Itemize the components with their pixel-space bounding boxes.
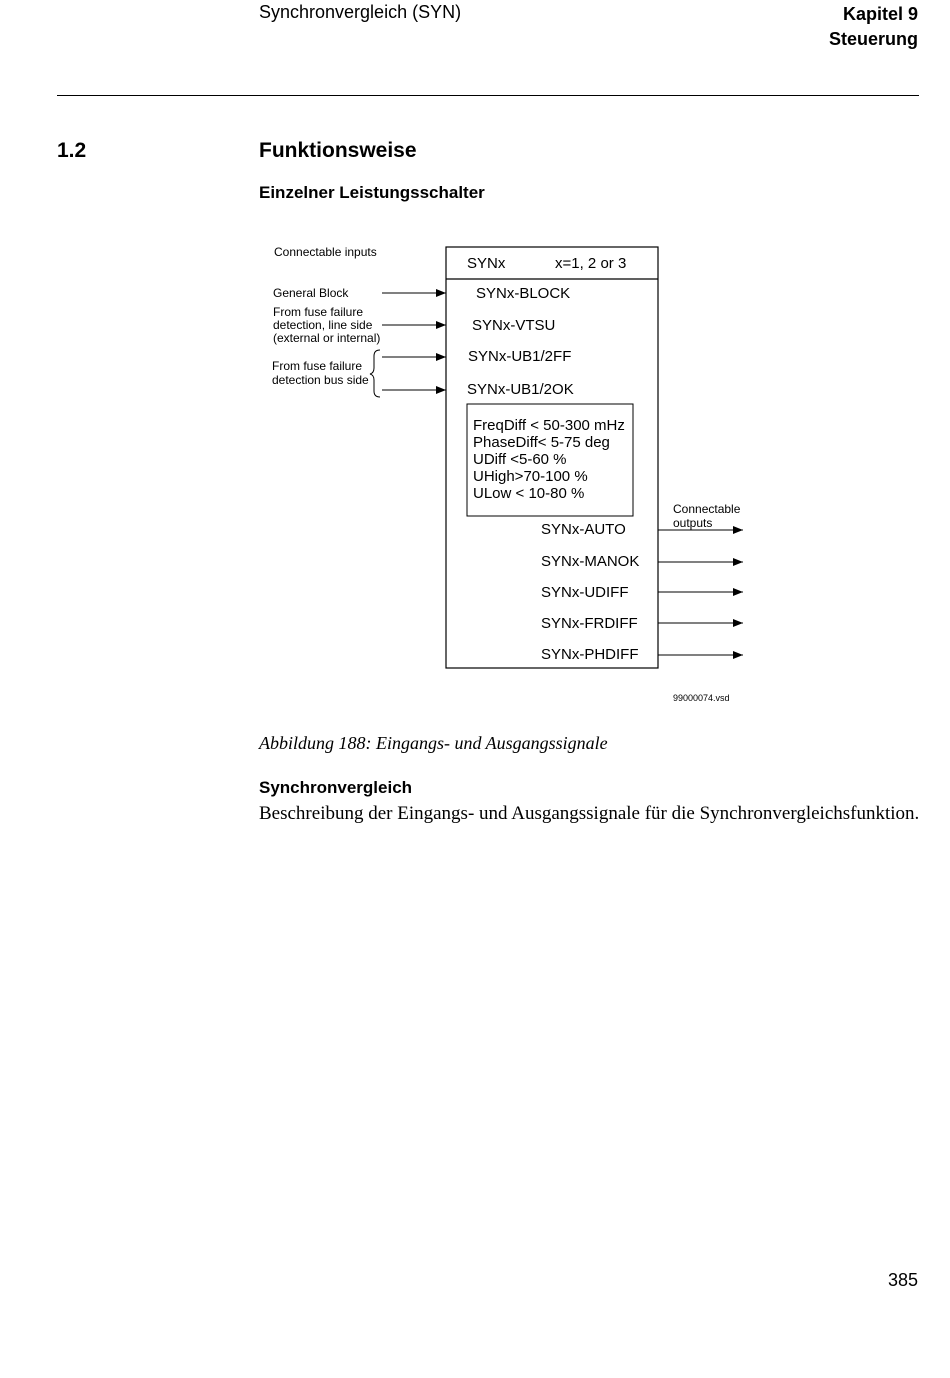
input-signal-ubok: SYNx-UB1/2OK [467, 381, 574, 398]
input-signal-block: SYNx-BLOCK [476, 285, 571, 302]
chapter-title: Steuerung [828, 29, 918, 49]
output-signal-phdiff: SYNx-PHDIFF [541, 646, 639, 663]
output-signal-auto: SYNx-AUTO [541, 521, 626, 538]
block-variant: x=1, 2 or 3 [555, 255, 627, 272]
outputs-group-label-2: outputs [673, 516, 713, 530]
subsection-title: Einzelner Leistungsschalter [259, 183, 485, 202]
paragraph-heading: Synchronvergleich [259, 778, 413, 797]
line-side-label-1: From fuse failure [273, 305, 364, 319]
figure-caption: Abbildung 188: Eingangs- und Ausgangssignale [259, 733, 608, 753]
setting-phasediff: PhaseDiff< 5-75 deg [473, 434, 610, 451]
input-signal-vtsu: SYNx-VTSU [472, 317, 556, 334]
chapter-number: Kapitel 9 [842, 4, 918, 24]
outputs-group-label-1: Connectable [673, 502, 741, 516]
section-number: 1.2 [57, 139, 87, 162]
setting-udiff: UDiff <5-60 % [473, 451, 567, 468]
output-signal-frdiff: SYNx-FRDIFF [541, 615, 638, 632]
line-side-label-2: detection, line side [273, 318, 373, 332]
section-title: Funktionsweise [259, 139, 417, 162]
bus-side-label-2: detection bus side [272, 373, 369, 387]
setting-uhigh: UHigh>70-100 % [473, 468, 588, 485]
page-number: 385 [887, 1270, 918, 1290]
bus-side-label-1: From fuse failure [272, 359, 363, 373]
setting-freqdiff: FreqDiff < 50-300 mHz [473, 417, 625, 434]
output-signal-manok: SYNx-MANOK [541, 553, 640, 570]
paragraph-body: Beschreibung der Eingangs- und Ausgangssignale für die Synchronvergleichsfunktion. [259, 803, 920, 824]
inputs-group-label: Connectable inputs [274, 245, 377, 259]
setting-ulow: ULow < 10-80 % [473, 485, 585, 502]
running-header-title: Synchronvergleich (SYN) [259, 2, 462, 22]
general-block-label: General Block [273, 286, 349, 300]
bus-side-brace [370, 350, 380, 397]
line-side-label-3: (external or internal) [273, 331, 381, 345]
block-title: SYNx [467, 255, 506, 272]
output-signal-udiff: SYNx-UDIFF [541, 584, 629, 601]
input-signal-ubff: SYNx-UB1/2FF [468, 348, 572, 365]
diagram-file-ref: 99000074.vsd [673, 693, 730, 703]
